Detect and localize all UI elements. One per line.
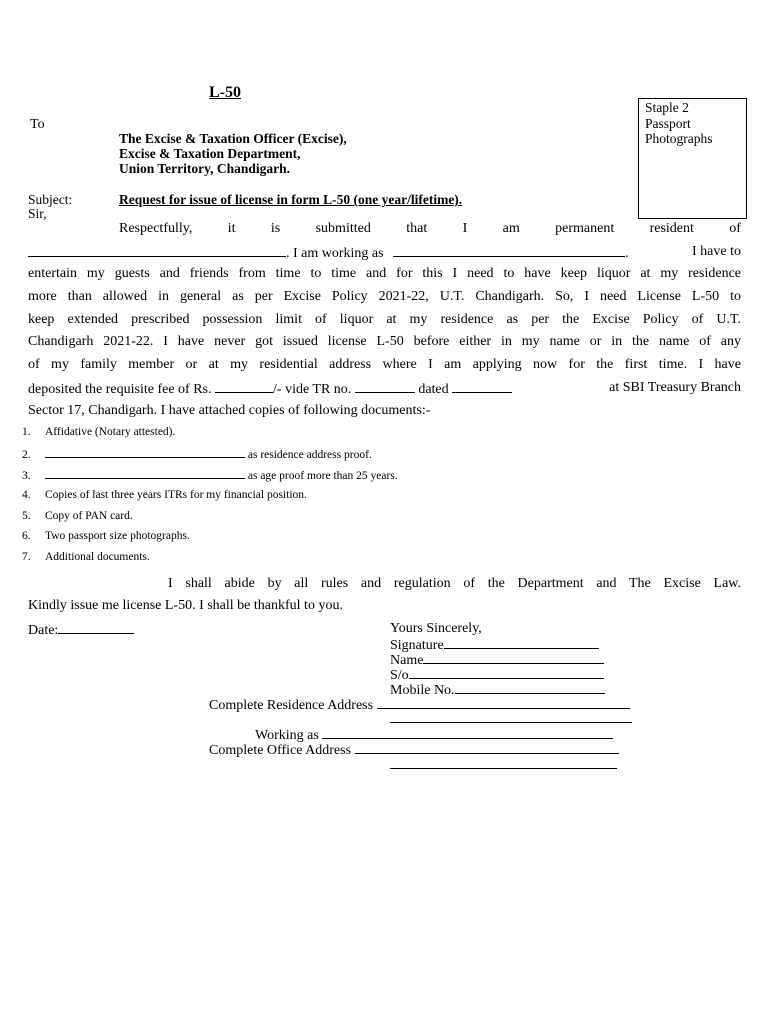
photo-box [638,98,747,219]
list-number: 4. [22,489,31,501]
word: of [729,221,741,236]
addressee-line: Excise & Taxation Department, [119,146,301,161]
list-number: 3. [22,470,31,482]
date-row [28,621,134,639]
list-number: 2. [22,449,31,461]
list-number: 1. [22,426,31,438]
list-item [22,551,150,563]
period: . [625,246,629,261]
residence-row [209,696,630,714]
so-label: S/o [390,668,409,683]
addressee-line: Union Territory, Chandigarh. [119,161,291,176]
list-text: as age proof more than 25 years. [247,470,398,482]
addressee [119,131,347,176]
list-item [22,468,398,482]
body-line-5: keep extended prescribed possession limit of liquor at my residence as per the Excise Policy of U.T. [28,312,741,327]
residence-address-field[interactable] [377,696,630,709]
signature-label: Signature [390,638,444,653]
word: am [502,221,520,236]
list-number: 5. [22,510,31,522]
signature-field[interactable] [444,636,599,649]
dated-text: dated [418,382,449,397]
name-label: Name [390,653,424,668]
body-line-3: entertain my guests and friends from time to time and for this I need to have keep liquor at my residence [28,266,741,281]
word: permanent [555,221,615,236]
list-text: as residence address proof. [247,449,372,461]
residence-address-line-2[interactable] [390,722,632,723]
occupation-blank[interactable] [393,244,625,257]
subject-text: Request for issue of license in form L-50 (one year/lifetime). [119,192,463,207]
date-blank[interactable] [452,380,512,393]
word: submitted [315,221,371,236]
salutation: Sir, [28,206,47,221]
fee-text: deposited the requisite fee of Rs. [28,382,212,397]
word: is [270,221,281,236]
residence-proof-blank[interactable] [45,447,245,458]
list-text: Affidative (Notary attested). [45,426,176,438]
working-field[interactable] [322,726,613,739]
office-label: Complete Office Address [209,743,352,758]
fee-blank[interactable] [215,380,273,393]
residence-label: Complete Residence Address [209,698,374,713]
photo-box-line: Staple 2 [645,100,689,115]
word: resident [649,221,694,236]
list-item [22,530,190,542]
date-field[interactable] [58,621,134,634]
closing-line-1: I shall abide by all rules and regulation of the Department and The Excise Law. [168,576,741,591]
tr-text: /- vide TR no. [273,382,352,397]
body-line-6: Chandigarh 2021-22. I have never got issued license L-50 before either in my name or in the name of any [28,334,741,349]
body-line-4: more than allowed in general as per Excise Policy 2021-22, U.T. Chandigarh. So, I need License L-50 to [28,289,741,304]
form-title: L-50 [209,84,241,101]
office-address-field[interactable] [355,741,619,754]
list-text: Copy of PAN card. [45,510,133,522]
list-item [22,447,372,461]
list-item [22,510,133,522]
body-line-9: Sector 17, Chandigarh. I have attached copies of following documents:- [28,403,431,418]
body-line-7: of my family member or at my residential address where I am applying now for the first time. I have [28,357,741,372]
line2-tail: I have to [692,244,741,259]
word: it [227,221,236,236]
name-field[interactable] [423,651,604,664]
age-proof-blank[interactable] [45,468,245,479]
body-line-1 [119,221,741,237]
to-label: To [30,117,45,132]
list-item [22,426,175,438]
word: I [462,221,468,236]
photo-box-line: Photographs [645,131,713,146]
body-line-2 [28,244,741,262]
photo-box-line: Passport [645,115,691,131]
office-address-line-2[interactable] [390,768,617,769]
so-field[interactable] [409,666,604,679]
tr-blank[interactable] [355,380,415,393]
addressee-line: The Excise & Taxation Officer (Excise), [119,131,347,146]
word: that [406,221,428,236]
list-text: Copies of last three years ITRs for my financial position. [45,489,307,501]
list-text: Additional documents. [45,551,150,563]
body-line-8 [28,380,741,398]
residence-blank[interactable] [28,244,286,257]
treasury-text: at SBI Treasury Branch [609,380,741,395]
list-text: Two passport size photographs. [45,530,190,542]
list-number: 7. [22,551,31,563]
office-row [209,741,619,759]
date-label: Date: [28,623,59,638]
list-number: 6. [22,530,31,542]
mobile-label: Mobile No. [390,683,455,698]
subject-label: Subject: [28,192,73,207]
working-as-text: . I am working as [286,246,384,261]
closing-line-2: Kindly issue me license L-50. I shall be thankful to you. [28,598,343,613]
word: Respectfully, [119,221,193,236]
list-item [22,489,307,501]
mobile-field[interactable] [455,681,605,694]
working-label: Working as [255,728,319,743]
yours-sincerely: Yours Sincerely, [390,621,482,636]
